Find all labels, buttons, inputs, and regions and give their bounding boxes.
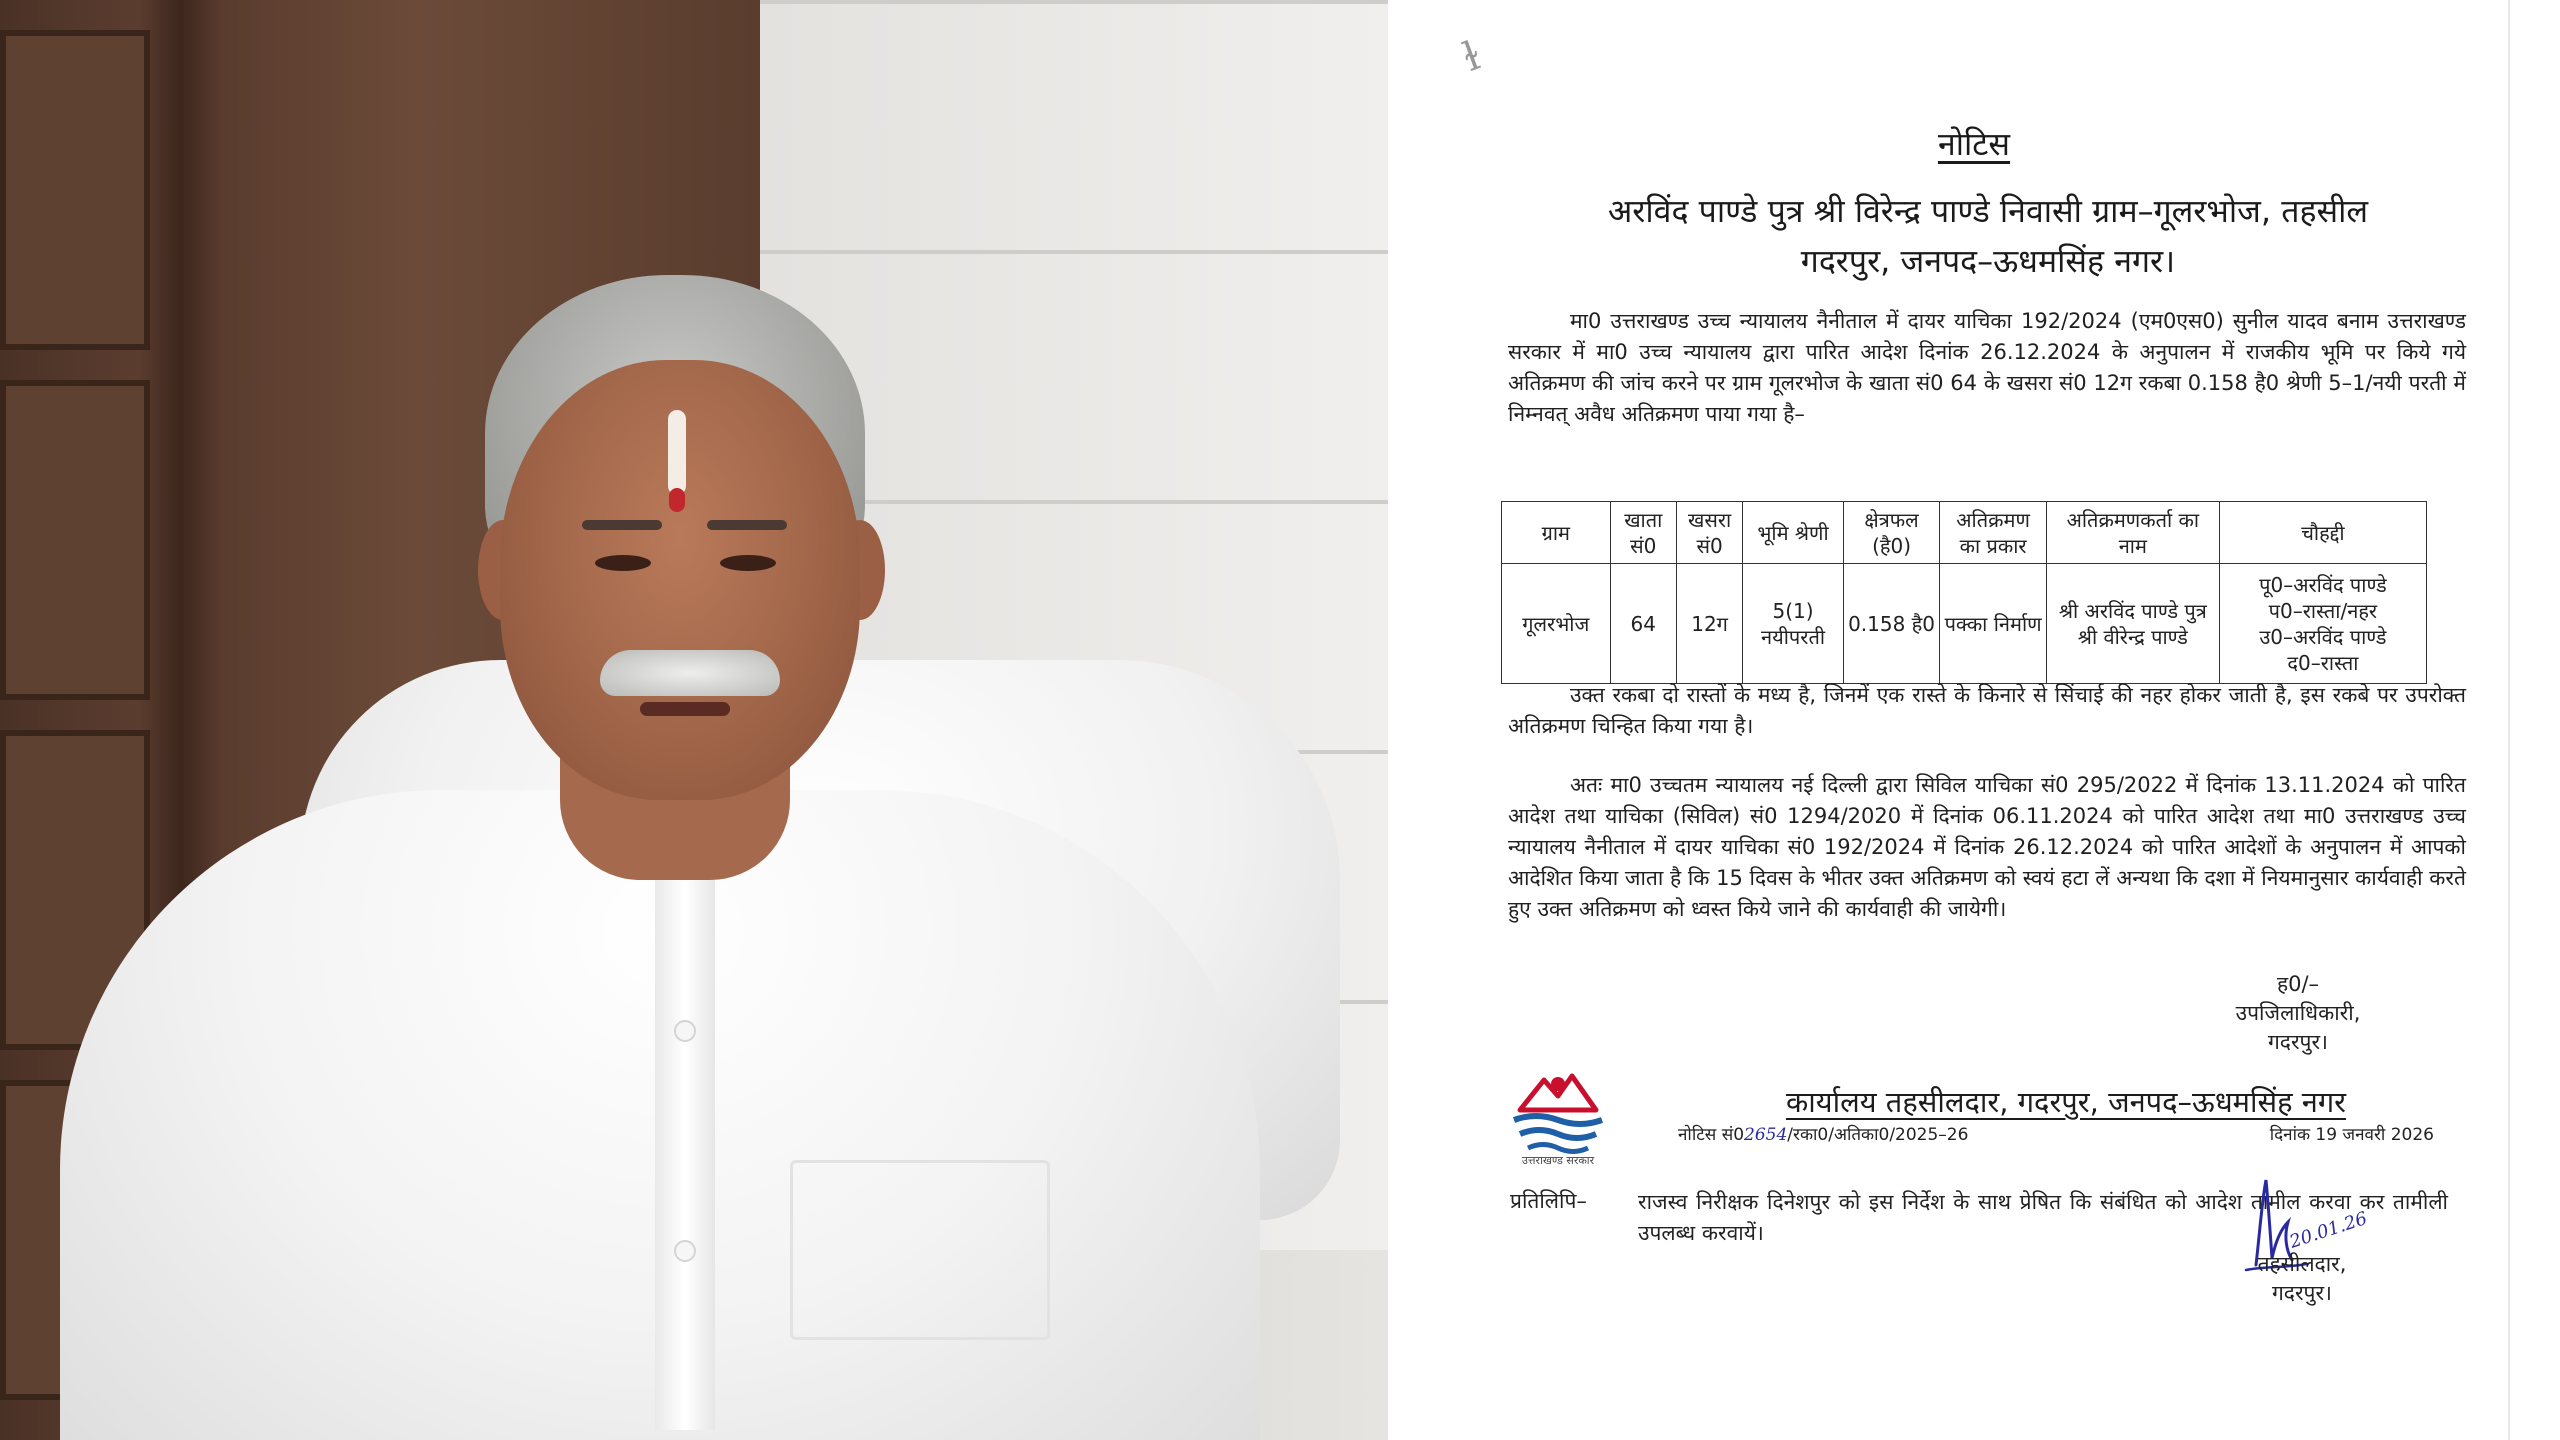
boundary-line: उ0–अरविंद पाण्डे — [2259, 624, 2387, 649]
boundary-line: प0–रास्ता/नहर — [2268, 598, 2378, 623]
column-header: अतिक्रमण का प्रकार — [1940, 502, 2047, 564]
column-header: खाता सं0 — [1610, 502, 1676, 564]
subject-line: गदरपुर, जनपद–ऊधमसिंह नगर। — [1800, 242, 2176, 280]
notice-paragraph-1: मा0 उत्तराखण्ड उच्च न्यायालय नैनीताल में दायर याचिका 192/2024 (एम0एस0) सुनील यादव बनाम उत्तराखण्ड सरकार में मा0 उच्च न्यायालय द्वारा पारित आदेश दिनांक 26.12.2024 के अनुपालन में राजकीय भूमि पर किये गये अतिक्रमण की जांच करने पर ग्राम गूलरभोज के खाता सं0 64 के खसरा सं0 12ग रकबा 0.158 है0 श्रेणी 5–1/नयी परती में निम्नवत् अवैध अतिक्रमण पाया गया है– — [1508, 309, 2466, 426]
column-header: खसरा सं0 — [1676, 502, 1742, 564]
signatory-line: उपजिलाधिकारी, — [2235, 1001, 2361, 1025]
issue-date: दिनांक 19 जनवरी 2026 — [2269, 1125, 2434, 1145]
tilak-mark — [668, 410, 686, 495]
column-header: ग्राम — [1502, 502, 1611, 564]
column-header: क्षेत्रफल (है0) — [1843, 502, 1940, 564]
door-panel — [0, 30, 150, 350]
notice-subject — [1488, 186, 2488, 286]
office-header: कार्यालय तहसीलदार, गदरपुर, जनपद–ऊधमसिंह नगर — [1785, 1085, 2347, 1119]
cell-area: 0.158 है0 — [1843, 564, 1940, 684]
notice-paragraph-2: उक्त रकबा दो रास्तों के मध्य है, जिनमें एक रास्ते के किनारे से सिंचाई की नहर होकर जाती है, इस रकबे पर उपरोक्त अतिक्रमण चिन्हित किया गया है। — [1508, 683, 2466, 738]
notice-paragraph-3: अतः मा0 उच्चतम न्यायालय नई दिल्ली द्वारा सिविल याचिका सं0 295/2022 में दिनांक 13.11.2024 को पारित आदेश तथा याचिका (सिविल) सं0 1294/2020 में दिनांक 06.11.2024 को पारित आदेश तथा मा0 उत्तराखण्ड उच्च न्यायालय नैनीताल में दायर याचिका सं0 192/2024 में दिनांक 26.12.2024 को पारित आदेशों के अनुपालन में आपको आदेशित किया जाता है कि 15 दिवस के भीतर उक्त अतिक्रमण को स्वयं हटा लें अन्यथा कि दशा में नियमानुसार कार्यवाही करते हुए उक्त अतिक्रमण को ध्वस्त किये जाने की कार्यवाही की जायेगी। — [1508, 773, 2466, 921]
signature-date: 20.01.26 — [2287, 1208, 2370, 1253]
sdm-signatory-block — [2188, 970, 2408, 1057]
kurta-button — [674, 1020, 696, 1042]
reference-number — [1678, 1122, 1968, 1145]
subject-line: अरविंद पाण्डे पुत्र श्री विरेन्द्र पाण्डे निवासी ग्राम–गूलरभोज, तहसील — [1607, 192, 2369, 230]
signatory-line: तहसीलदार, — [2257, 1252, 2347, 1276]
kurta-pocket — [790, 1160, 1050, 1340]
eye — [595, 555, 651, 571]
signatory-line: गदरपुर। — [2271, 1281, 2333, 1305]
mouth — [640, 702, 730, 716]
logo-caption: उत्तराखण्ड सरकार — [1521, 1154, 1595, 1167]
boundary-line: द0–रास्ता — [2287, 650, 2359, 675]
notice-document — [1388, 0, 2560, 1440]
moustache — [600, 650, 780, 696]
kurta-button — [674, 1240, 696, 1262]
kurta-placket — [655, 830, 715, 1430]
table-header-row — [1502, 502, 2427, 564]
encroachment-table — [1501, 501, 2427, 684]
copy-label: प्रतिलिपि– — [1510, 1189, 1587, 1213]
cell-boundaries — [2219, 564, 2426, 684]
page-edge — [2508, 0, 2510, 1440]
cell-encroacher-name: श्री अरविंद पाण्डे पुत्र श्री वीरेन्द्र पाण्डे — [2046, 564, 2219, 684]
tehsildar-signatory-block — [2202, 1250, 2402, 1308]
signatory-line: गदरपुर। — [2267, 1030, 2329, 1054]
copy-text: राजस्व निरीक्षक दिनेशपुर को इस निर्देश के साथ प्रेषित कि संबंधित को आदेश तामील करवा कर तामीली उपलब्ध करवायें। — [1638, 1190, 2448, 1245]
eyebrow — [582, 520, 662, 530]
ref-handwritten-number: 2654 — [1744, 1125, 1788, 1145]
wall-tile — [760, 0, 1388, 250]
tilak-dot — [669, 488, 685, 512]
cell-khata: 64 — [1610, 564, 1676, 684]
pen-mark: ɫ — [1456, 32, 1487, 82]
boundary-line: पू0–अरविंद पाण्डे — [2259, 572, 2387, 597]
cell-village: गूलरभोज — [1502, 564, 1611, 684]
eyebrow — [707, 520, 787, 530]
cell-khasra: 12ग — [1676, 564, 1742, 684]
door-panel — [0, 380, 150, 700]
signatory-line: ह0/– — [2276, 972, 2320, 996]
notice-title: नोटिस — [1937, 125, 2011, 163]
column-header: अतिक्रमणकर्ता का नाम — [2046, 502, 2219, 564]
ref-suffix: /रका0/अतिका0/2025–26 — [1787, 1125, 1969, 1145]
column-header: चौहद्दी — [2219, 502, 2426, 564]
table-row — [1502, 564, 2427, 684]
eye — [720, 555, 776, 571]
column-header: भूमि श्रेणी — [1743, 502, 1844, 564]
cell-category: 5(1) नयीपरती — [1743, 564, 1844, 684]
cell-type: पक्का निर्माण — [1940, 564, 2047, 684]
ref-prefix: नोटिस सं0 — [1678, 1125, 1745, 1145]
